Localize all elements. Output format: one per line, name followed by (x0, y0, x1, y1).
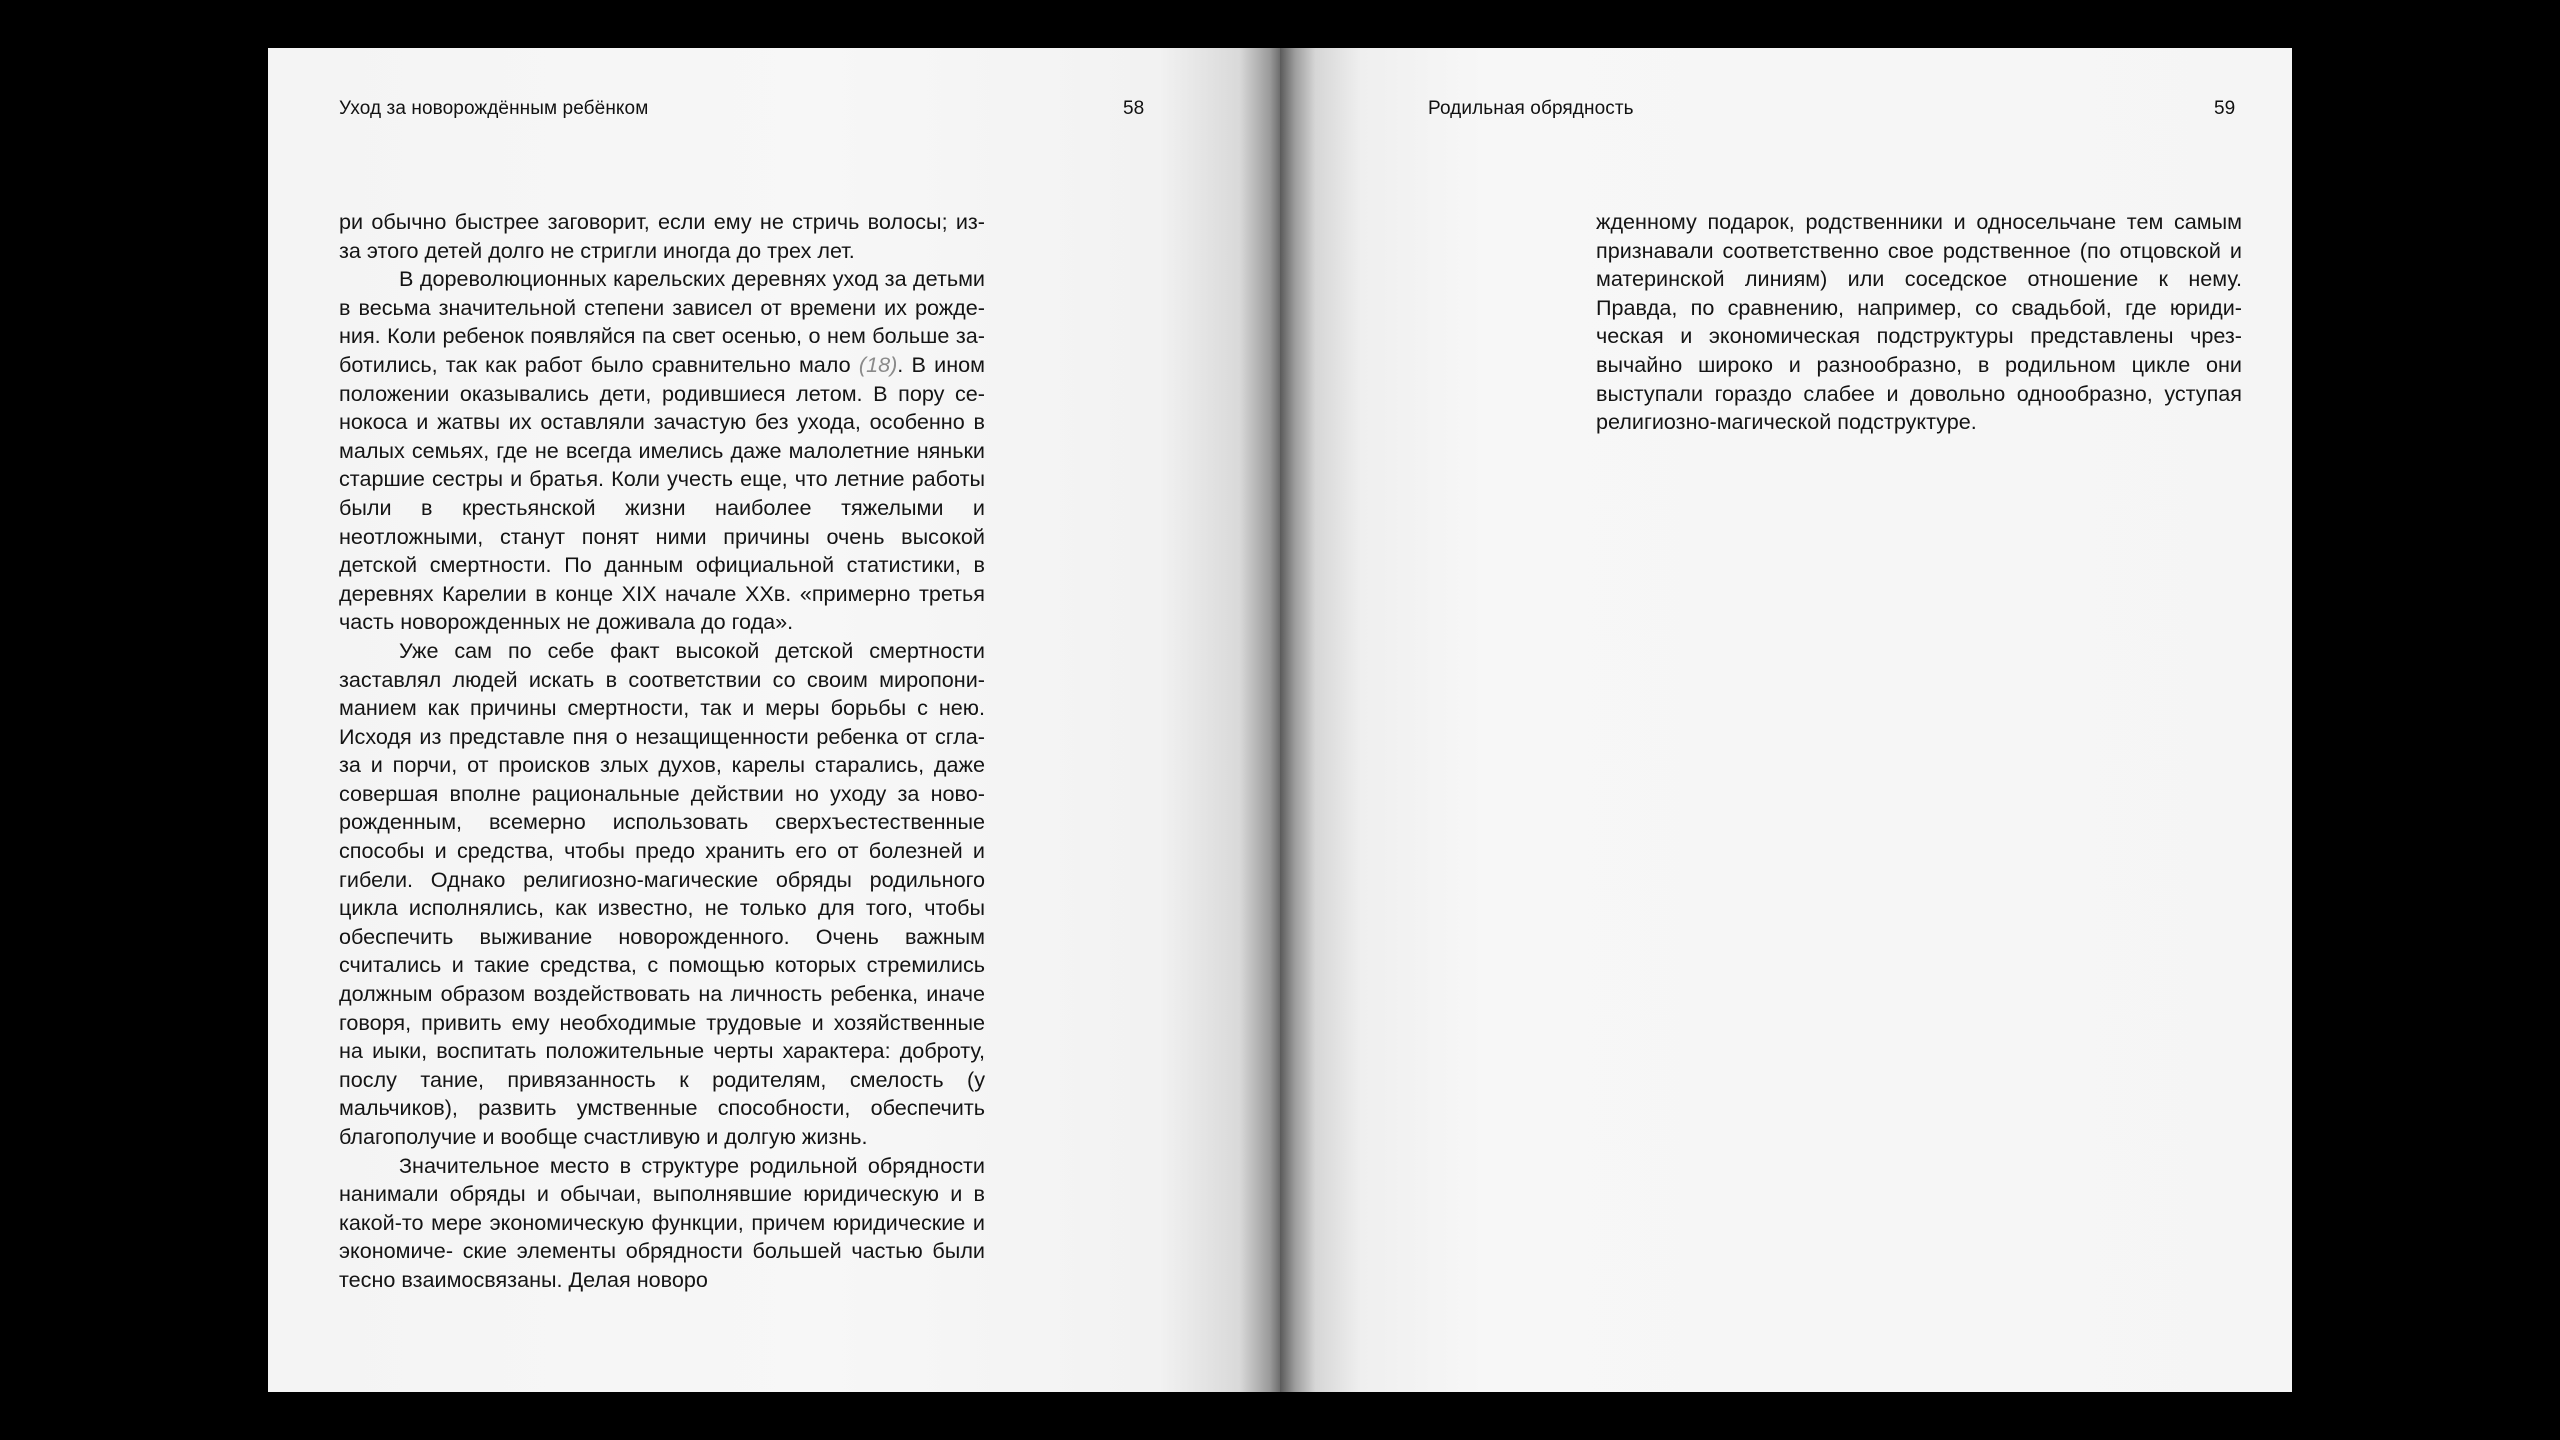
paragraph-text: В дореволюционных карельских деревнях уход за детьми в весьма значительной степени зависел от времени их рождения. Коли ребенок появляйся па свет осенью, о нем больше заботились, так как работ было сравнительно мало (339, 266, 985, 377)
left-page (268, 48, 1280, 1392)
paragraph: Уже сам по себе факт высокой детской смертности заставлял людей искать в соответствии со своим миропониманием как причины смертности, так и меры борьбы с нею. Исходя из представле пня о незащищенности ребенка от сглаза и порчи, от происков злых духов, карелы старались, даже совершая вполне рациональные действии но уходу за новорожденным, всемерно использовать сверхъестественные способы и средства, чтобы предо хранить его от болезней и гибели. Однако религиозно-магические обряды родильного цикла исполнялись, как известно, не только для того, чтобы обеспечить выживание новорожденного. Очень важным считались и такие средства, с помощью которых стремились должным образом воздействовать на личность ребенка, иначе говоря, привить ему необходимые трудовые и хозяйственные на иыки, воспитать положительные черты характера: доброту, послу тание, привязанность к родителям, смелость (у мальчиков), развить умственные способности, обеспечить благополучие и вообще счастливую и долгую жизнь. (339, 637, 985, 1149)
running-head-left: Уход за новорождённым ребёнком (339, 98, 649, 119)
book-spread (268, 48, 2292, 1392)
paragraph: ри обычно быстрее заговорит, если ему не стричь волосы; из-за этого детей долго не стригли иногда до трех лет. (339, 209, 985, 263)
page-number-right: 59 (2214, 98, 2236, 119)
body-text-left (339, 208, 985, 1295)
paragraph: жденному подарок, родственники и односельчане тем самым признавали соответственно свое родственное (по отцовской и материнской линиям) или соседское отношение к нему. Правда, по сравнению, например, со свадьбой, где юридическая и экономическая подструктуры представлены чрезвычайно широко и разнообразно, в родильном цикле они выступали гораздо слабее и довольно однообразно, уступая религиозно-магической подструктуре. (1596, 209, 2242, 435)
paragraph-text: . В ином положении оказывались дети, родившиеся летом. В пору сенокоса и жатвы их оставляли зачастую без ухода, особенно в малых семьях, где не всегда имелись даже малолетние няньки старшие сестры и братья. Коли учесть еще, что летние работы были в крестьянской жизни наиболее тяжелыми и неотложными, станут понят ними причины очень высокой детской смертности. По данным официальной статистики, в деревнях Карелии в конце XIX начале XXв. «примерно третья часть новорожденных не доживала до года». (339, 351, 985, 635)
citation-reference: (18) (858, 351, 898, 377)
body-text-right (1596, 208, 2242, 437)
paragraph (339, 265, 985, 637)
paragraph: Значительное место в структуре родильной обрядности нанимали обряды и обычаи, выполнявшие юридическую и в какой-то мере экономическую функции, причем юридические и экономиче- ские элементы обрядности большей частью были тесно взаимосвязаны. Делая новоро (339, 1152, 985, 1292)
running-head-right: Родильная обрядность (1428, 98, 1634, 119)
right-page (1280, 48, 2292, 1392)
page-number-left: 58 (1123, 98, 1145, 119)
